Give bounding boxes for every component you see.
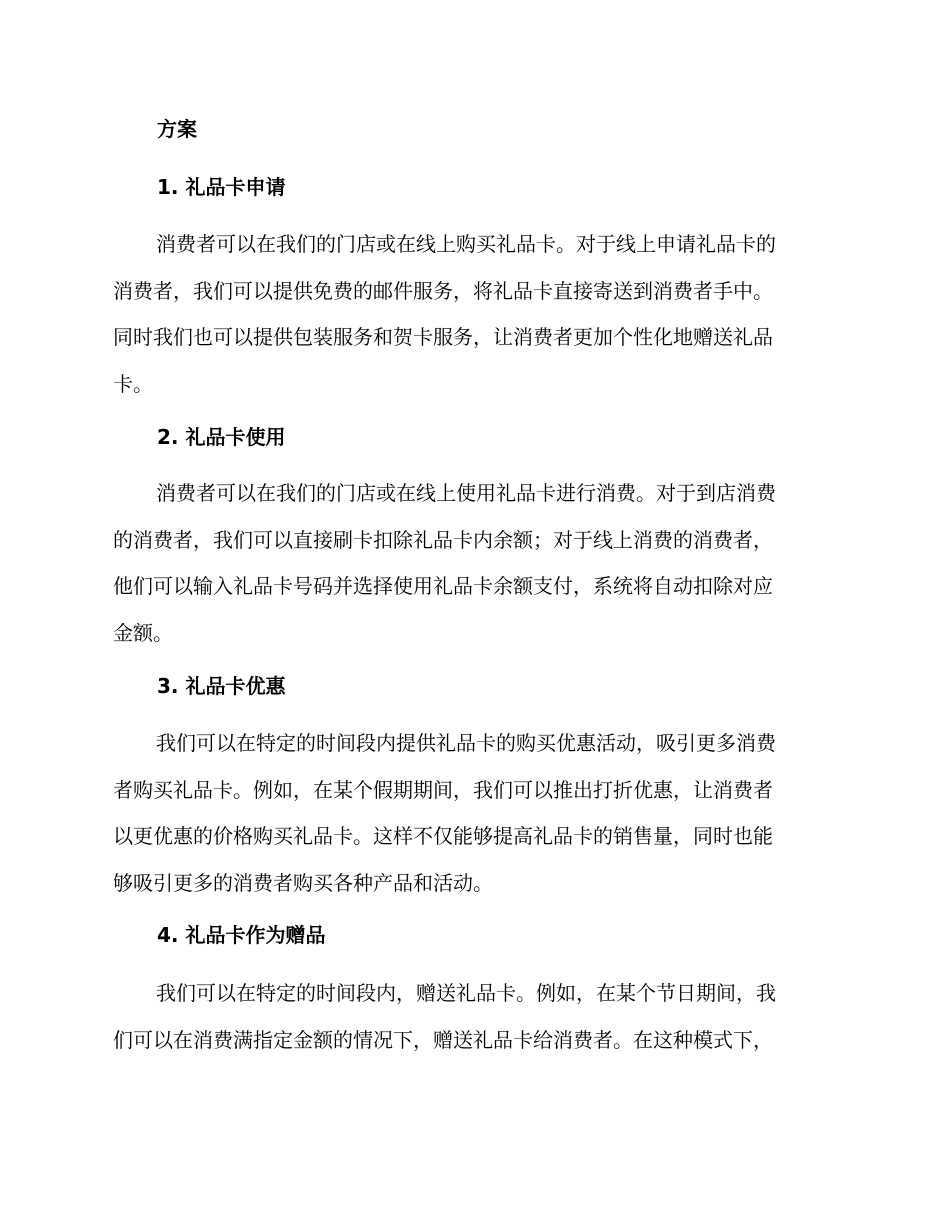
paragraph-line: 金额。 xyxy=(113,620,173,645)
paragraph-line: 够吸引更多的消费者购买各种产品和活动。 xyxy=(113,870,493,895)
document-title: 方案 xyxy=(157,117,197,141)
paragraph-line: 同时我们也可以提供包装服务和贺卡服务，让消费者更加个性化地赠送礼品 xyxy=(113,325,773,349)
paragraph-line: 他们可以输入礼品卡号码并选择使用礼品卡余额支付，系统将自动扣除对应 xyxy=(113,574,773,598)
paragraph-line: 我们可以在特定的时间段内，赠送礼品卡。例如，在某个节日期间，我 xyxy=(156,981,776,1005)
paragraph-line: 消费者可以在我们的门店或在线上购买礼品卡。对于线上申请礼品卡的 xyxy=(156,232,776,256)
paragraph-line: 卡。 xyxy=(113,371,153,396)
section-paragraph-4 xyxy=(113,970,833,1063)
paragraph-line: 消费者可以在我们的门店或在线上使用礼品卡进行消费。对于到店消费 xyxy=(156,481,776,505)
paragraph-line: 以更优惠的价格购买礼品卡。这样不仅能够提高礼品卡的销售量，同时也能 xyxy=(113,824,773,848)
section-paragraph-3 xyxy=(113,720,833,906)
paragraph-line: 的消费者，我们可以直接刷卡扣除礼品卡内余额；对于线上消费的消费者， xyxy=(113,527,773,552)
paragraph-line: 们可以在消费满指定金额的情况下，赠送礼品卡给消费者。在这种模式下， xyxy=(113,1027,773,1052)
section-paragraph-2 xyxy=(113,470,833,656)
paragraph-line: 者购买礼品卡。例如，在某个假期期间，我们可以推出打折优惠，让消费者 xyxy=(113,777,773,802)
paragraph-line: 我们可以在特定的时间段内提供礼品卡的购买优惠活动，吸引更多消费 xyxy=(156,731,776,755)
section-heading-4: 4. 礼品卡作为赠品 xyxy=(157,923,326,947)
section-heading-3: 3. 礼品卡优惠 xyxy=(157,674,286,698)
paragraph-line: 消费者，我们可以提供免费的邮件服务，将礼品卡直接寄送到消费者手中。 xyxy=(113,278,773,303)
section-heading-2: 2. 礼品卡使用 xyxy=(157,425,286,449)
section-heading-1: 1. 礼品卡申请 xyxy=(157,175,286,199)
section-paragraph-1 xyxy=(113,221,833,407)
